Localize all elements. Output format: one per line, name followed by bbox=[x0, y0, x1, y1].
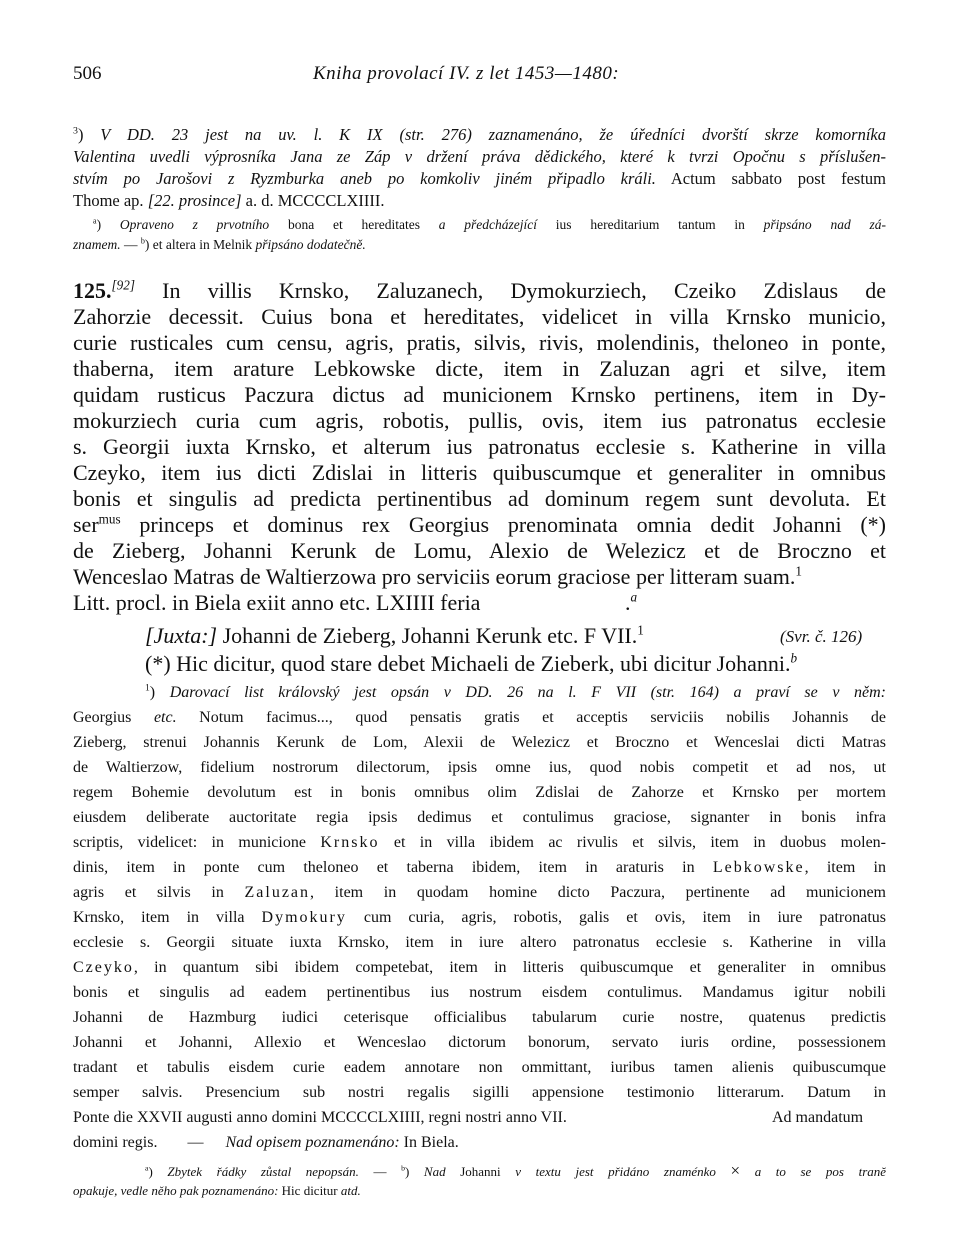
entry-text: de Zieberg, Johanni Kerunk de Lomu, Alexio de Welezicz et de Broczno et bbox=[73, 538, 886, 563]
entry-line bbox=[73, 382, 886, 408]
entry-text: ser bbox=[73, 512, 99, 537]
entry-text: curie rusticales cum censu, agris, pratis, silvis, rivis, molendinis, theloneo in ponte, bbox=[73, 330, 886, 355]
footnote-text: Johanni bbox=[445, 1164, 516, 1179]
footnote-line bbox=[73, 707, 886, 729]
footnote-line bbox=[73, 957, 886, 979]
footnote-text: regem Bohemie devolutum est in bonis omnibus olim Zdislai de Zahorze et Krnsko per mortem bbox=[73, 784, 886, 801]
footnote-line bbox=[73, 732, 886, 754]
note-line bbox=[73, 168, 886, 190]
footnote-line bbox=[73, 1107, 567, 1129]
footnote-line: $^a$) Zbytek řádky zůstal nepopsán. — $^b$) Nad Johanni v textu jest přidáno znaménko × a to se pos tranĕ bbox=[145, 1161, 887, 1180]
footnote-text: Krnsko, item in villa bbox=[73, 909, 262, 926]
footnote-text: semper salvis. Presencium sub nostri regalis sigilli appensione testimonio litterarum. Datum in bbox=[73, 1084, 886, 1101]
entry-text: In villis Krnsko, Zaluzanech, Dymokurziech, Czeiko Zdislaus de bbox=[134, 278, 886, 303]
place-name: Dymokury bbox=[261, 909, 347, 926]
page-number: 506 bbox=[73, 63, 102, 84]
note-text: Valentina uvedli výprosníka Jana ze Záp v držení práva dědického, které k tvrzi Opočnu s příslušen- bbox=[73, 147, 886, 166]
entry-line bbox=[73, 512, 886, 538]
entry-text: thaberna, item arature Lebkowske dicte, item in Zaluzan agri et silve, item bbox=[73, 356, 886, 381]
footnote-text: domini regis. bbox=[73, 1134, 158, 1151]
place-name: Zaluzan bbox=[244, 884, 311, 901]
note-text: V DD. 23 jest na uv. l. K IX (str. 276) zaznamenáno, že úředníci dvorští skrze komorníka bbox=[100, 125, 886, 144]
note-line: $^a$) Opraveno z prvotního bona et hereditates a předcházející ius hereditarium tantum in připsáno nad zá- bbox=[93, 216, 886, 232]
juxta-label: [Juxta:] bbox=[145, 623, 218, 648]
entry-line bbox=[73, 356, 886, 382]
footnote-text: Ad mandatum bbox=[772, 1109, 864, 1126]
note-date: [22. prosince] bbox=[147, 191, 242, 210]
footnote-text: bonis et singulis ad eadem pertinentibus ius nostrum eisdem contulimus. Mandamus igitur nobili bbox=[73, 984, 886, 1001]
footnote-text: agris et silvis in bbox=[73, 884, 245, 901]
note-text: stvím po Jarošovi z Ryzmburka aneb po komkoliv jiném připadlo králi. bbox=[73, 169, 656, 188]
place-name: Czeyko bbox=[73, 959, 134, 976]
footnote-line bbox=[73, 857, 886, 879]
note-text: Opraveno z prvotního bbox=[119, 217, 270, 232]
place-name: Lebkowske bbox=[712, 859, 805, 876]
cross-mark-symbol: × bbox=[730, 1161, 741, 1180]
entry-abbrev: mus bbox=[98, 511, 121, 527]
footnote-marker: 1 bbox=[637, 622, 644, 638]
note-text: připsáno dodatečně. bbox=[255, 237, 366, 252]
footnote-text: etc. bbox=[153, 709, 177, 726]
note-text: bona et hereditates bbox=[269, 217, 439, 232]
footnote-text: de Waltierzow, fidelium nostrorum dilectorum, ipsis omne ius, quod nobis competit et ad nos, ut bbox=[73, 759, 886, 776]
entry-text: Johanni de Zieberg, Johanni Kerunk etc. F VII. bbox=[217, 623, 638, 648]
footnote-line bbox=[73, 932, 886, 954]
footnote-text: In Biela. bbox=[399, 1134, 459, 1151]
entry-line bbox=[73, 434, 886, 460]
footnote-line bbox=[73, 882, 886, 904]
entry-text: . bbox=[625, 590, 631, 615]
footnote-line bbox=[73, 807, 886, 829]
footnote-dash: — bbox=[187, 1134, 204, 1151]
footnote-line bbox=[73, 1082, 886, 1104]
note-text: a předcházející bbox=[438, 217, 538, 232]
entry-line bbox=[73, 330, 886, 356]
entry-line bbox=[73, 538, 886, 564]
footnote-marker: b bbox=[140, 236, 145, 246]
entry-line bbox=[73, 590, 480, 616]
note-text: Actum sabbato post festum bbox=[655, 169, 886, 188]
place-name: Krnsko bbox=[320, 834, 380, 851]
running-head: Kniha provolací IV. z let 1453—1480: bbox=[313, 63, 620, 84]
footnote-text: atd. bbox=[340, 1183, 361, 1198]
footnote-text: ecclesie s. Georgii situate iuxta Krnsko, item in iure altero patronatus ecclesie s. Katherine in villa bbox=[73, 934, 886, 951]
footnote-text: cum curia, agris, robotis, galis et ovis, item in iure patronatus bbox=[346, 909, 886, 926]
footnote-marker: b bbox=[790, 650, 798, 666]
star-note bbox=[145, 651, 797, 677]
footnote-line bbox=[73, 832, 886, 854]
footnote-line bbox=[73, 757, 886, 779]
entry-gap-end bbox=[625, 590, 637, 616]
note-line: znamem. — $^b$) et altera in Melnik připsáno dodatečně. bbox=[73, 236, 366, 252]
footnote-marker: 1 bbox=[795, 563, 802, 579]
note-text: a. d. MCCCCLXIIII. bbox=[241, 191, 385, 210]
footnote-text: opakuje, vedle něho pak poznamenáno: bbox=[73, 1183, 279, 1198]
footnote-text: Darovací list královský jest opsán v DD. 26 na l. F VII (str. 164) a praví se v něm: bbox=[169, 684, 886, 701]
footnote-line: $^1$) Darovací list královský jest opsán v DD. 26 na l. F VII (str. 164) a praví se v něm: bbox=[145, 682, 886, 701]
footnote-marker: 1 bbox=[145, 682, 150, 694]
footnote-marker: 3 bbox=[73, 125, 78, 137]
footnote-text: Zbytek řádky zůstal nepopsán. bbox=[167, 1164, 359, 1179]
cross-reference: (Svr. č. 126) bbox=[780, 627, 863, 646]
juxta-line bbox=[145, 623, 644, 649]
note-text: Thome ap. bbox=[73, 191, 148, 210]
footnote-text: et in villa ibidem ac rivulis et silvis, item in duobus molen- bbox=[379, 834, 886, 851]
footnote-dash: — bbox=[358, 1164, 402, 1179]
footnote-text: Nad opisem poznamenáno: bbox=[225, 1134, 400, 1151]
footnote-line bbox=[73, 1032, 886, 1054]
footnote-marker: a bbox=[145, 1163, 149, 1173]
entry-line bbox=[73, 486, 886, 512]
footnote-marker: b bbox=[401, 1163, 405, 1173]
footnote-text: Johanni et Johanni, Allexio et Wenceslao dictorum bonorum, servato iuris ordine, possessionem bbox=[73, 1034, 886, 1051]
entry-line bbox=[73, 304, 886, 330]
entry-text: Litt. procl. in Biela exiit anno etc. LXIIII feria bbox=[73, 590, 481, 615]
footnote-marker: a bbox=[93, 216, 97, 226]
entry-line bbox=[73, 408, 886, 434]
footnote-marker: a bbox=[630, 589, 638, 605]
entry-text: bonis et singulis ad predicta pertinentibus ad dominum regem sunt devoluta. Et bbox=[73, 486, 886, 511]
entry-line bbox=[73, 460, 886, 486]
entry-text: quidam rusticus Paczura dictus ad municionem Krnsko pertinens, item in Dy- bbox=[73, 382, 886, 407]
note-line: $^3$) V DD. 23 jest na uv. l. K IX (str. 276) zaznamenáno, že úředníci dvorští skrze komorníka bbox=[73, 125, 886, 144]
entry-line bbox=[73, 278, 886, 304]
footnote-text: dinis, item in ponte cum theloneo et taberna ibidem, item in araturis in bbox=[73, 859, 713, 876]
footnote-text: scriptis, videlicet: in municione bbox=[73, 834, 321, 851]
note-text: připsáno nad zá- bbox=[763, 217, 886, 232]
footnote-line bbox=[73, 1182, 361, 1200]
footnote-text: Georgius bbox=[73, 709, 154, 726]
footnote-line bbox=[73, 907, 886, 929]
entry-text: Czeyko, item ius dicti Zdislai in litteris quibuscumque et generaliter in omnibus bbox=[73, 460, 886, 485]
footnote-text: a to se pos tranĕ bbox=[754, 1164, 887, 1179]
footnote-text: Nad bbox=[423, 1164, 446, 1179]
entry-text: (*) Hic dicitur, quod stare debet Michaeli de Zieberk, ubi dicitur Johanni. bbox=[145, 651, 791, 676]
note-text: et altera in Melnik bbox=[149, 237, 256, 252]
footnote-line bbox=[73, 782, 886, 804]
footnote-text: Johanni de Hazmburg iudici ceterisque officialibus tabularum curie nostre, quatenus predictis bbox=[73, 1009, 886, 1026]
entry-text: s. Georgii iuxta Krnsko, et alterum ius patronatus ecclesie s. Katherine in villa bbox=[73, 434, 886, 459]
footnote-text: Hic dicitur bbox=[278, 1183, 341, 1198]
footnote-line bbox=[73, 1007, 886, 1029]
note-line bbox=[73, 146, 886, 168]
entry-text: princeps et dominus rex Georgius prenominata omnia dedit Johanni (*) bbox=[120, 512, 886, 537]
footnote-text: , item in bbox=[804, 859, 886, 876]
footnote-text: Ponte die XXVII augusti anno domini MCCCCLXIIII, regni nostri anno VII. bbox=[73, 1109, 567, 1126]
note-line bbox=[73, 190, 385, 212]
footnote-line bbox=[73, 1132, 459, 1154]
footnote-line bbox=[73, 1057, 886, 1079]
entry-text: mokurziech curia cum agris, robotis, pullis, ovis, item ius patronatus ecclesie bbox=[73, 408, 886, 433]
note-text: ius hereditarium tantum in bbox=[537, 217, 764, 232]
note-text: znamem. bbox=[73, 237, 121, 252]
footnote-text: eiusdem deliberate auctoritate regia ipsis dedimus et contulimus graciose, signanter in bonis infra bbox=[73, 809, 886, 826]
entry-line bbox=[73, 564, 886, 590]
footnote-text: Notum facimus..., quod pensatis gratis et acceptis serviciis nobilis Johannis de bbox=[176, 709, 886, 726]
entry-text: Zahorzie decessit. Cuius bona et hereditates, videlicet in villa Krnsko municio, bbox=[73, 304, 886, 329]
footnote-text: , item in quodam homine dicto Paczura, pertinente ad municionem bbox=[310, 884, 886, 901]
footnote-text: tradant et tabulis eisdem curie eadem annotare non ommittant, iuribus tamen alienis quibuscumque bbox=[73, 1059, 886, 1076]
entry-number: 125. bbox=[73, 278, 112, 303]
entry-ref: [92] bbox=[111, 277, 135, 293]
footnote-text: v textu jest přidáno znaménko bbox=[515, 1164, 716, 1179]
entry-text: Wenceslao Matras de Waltierzowa pro serviciis eorum graciose per litteram suam. bbox=[73, 564, 796, 589]
footnote-text: , in quantum sibi ibidem competebat, item in litteris quibuscumque et generaliter in omnibus bbox=[133, 959, 886, 976]
footnote-text: Zieberg, strenui Johannis Kerunk de Lom, Alexii de Welezicz et Broczno et Wenceslai dicti Matras bbox=[73, 734, 886, 751]
note-dash: — bbox=[120, 237, 141, 252]
footnote-line bbox=[73, 982, 886, 1004]
footnote-line-end bbox=[772, 1107, 863, 1129]
